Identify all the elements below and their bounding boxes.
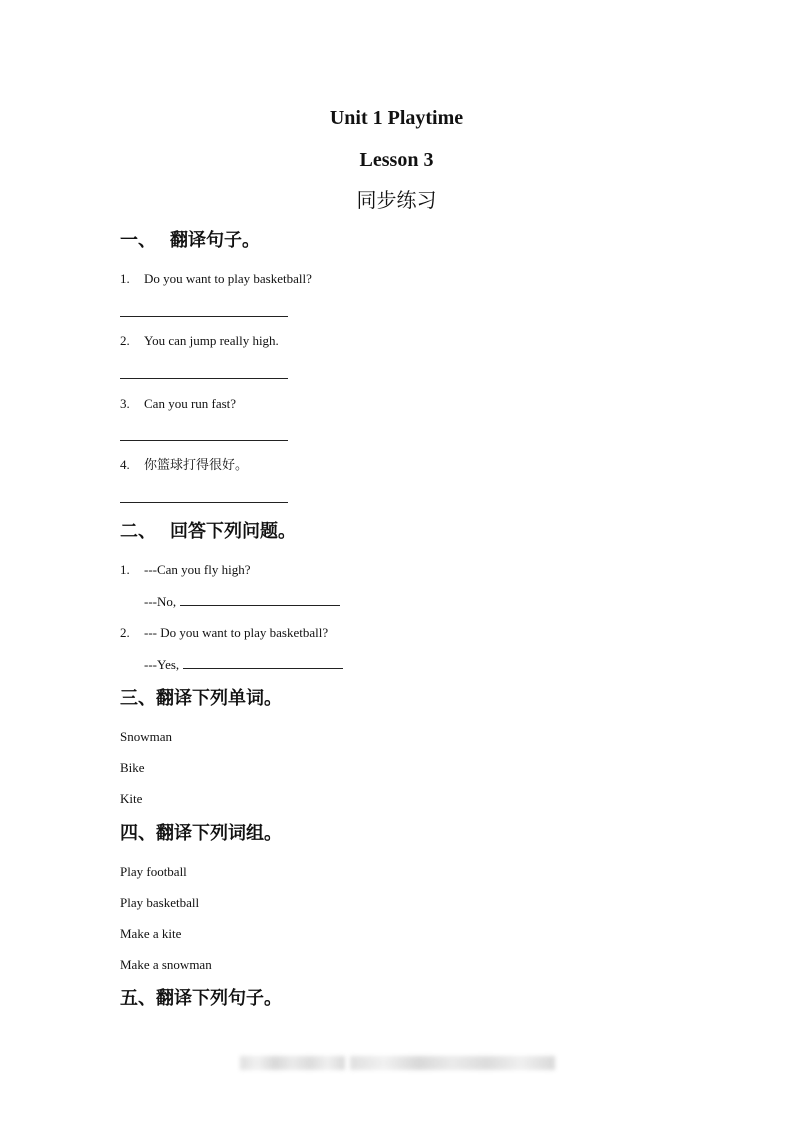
section-2-question-1 (120, 562, 251, 578)
item-text: Can you run fast? (144, 396, 237, 411)
section-2-answer-1 (144, 593, 340, 610)
unit-title: Unit 1 Playtime (329, 107, 464, 129)
blurred-footer-watermark (240, 1056, 345, 1070)
phrase-2: Play basketball (120, 895, 200, 910)
answer-prefix: ---Yes, (144, 657, 180, 672)
section-1-number: 一、 (120, 230, 156, 251)
section-1-title: 翻译句子。 (170, 230, 260, 251)
section-2-heading (120, 521, 296, 543)
item-text: You can jump really high. (144, 333, 279, 348)
section-2-answer-2 (144, 656, 343, 673)
word-3: Kite (120, 791, 143, 806)
section-3-heading: 三、翻译下列单词。 (120, 688, 282, 709)
answer-line-3[interactable] (120, 440, 288, 441)
item-index: 2. (120, 333, 130, 348)
section-4-heading: 四、翻译下列词组。 (120, 823, 282, 844)
answer-line-2[interactable] (120, 378, 288, 379)
item-index: 4. (120, 457, 130, 472)
section-2-question-2 (120, 625, 328, 641)
item-text: 你篮球打得很好。 (144, 458, 249, 473)
section-2-title: 回答下列问题。 (170, 521, 296, 542)
blurred-footer-watermark-2 (350, 1056, 555, 1070)
question-text: ---Can you fly high? (144, 562, 251, 577)
answer-blank-1[interactable] (180, 593, 340, 606)
worksheet-subtitle: 同步练习 (356, 188, 437, 212)
answer-prefix: ---No, (144, 594, 177, 609)
item-index: 1. (120, 271, 130, 286)
answer-line-4[interactable] (120, 502, 288, 503)
phrase-4: Make a snowman (120, 957, 212, 972)
item-index: 2. (120, 625, 130, 640)
lesson-title: Lesson 3 (359, 149, 434, 171)
section-2-number: 二、 (120, 521, 156, 542)
word-2: Bike (120, 760, 145, 775)
section-1-item-2 (120, 333, 279, 349)
item-index: 3. (120, 396, 130, 411)
section-1-heading (120, 230, 260, 252)
phrase-1: Play football (120, 864, 187, 879)
answer-blank-2[interactable] (183, 656, 343, 669)
phrase-3: Make a kite (120, 926, 182, 941)
item-index: 1. (120, 562, 130, 577)
answer-line-1[interactable] (120, 316, 288, 317)
section-1-item-1 (120, 271, 312, 287)
word-1: Snowman (120, 729, 172, 744)
question-text: --- Do you want to play basketball? (144, 625, 329, 640)
section-5-heading: 五、翻译下列句子。 (120, 988, 282, 1009)
section-1-item-4 (120, 457, 248, 474)
item-text: Do you want to play basketball? (144, 271, 312, 286)
section-1-item-3 (120, 396, 236, 412)
